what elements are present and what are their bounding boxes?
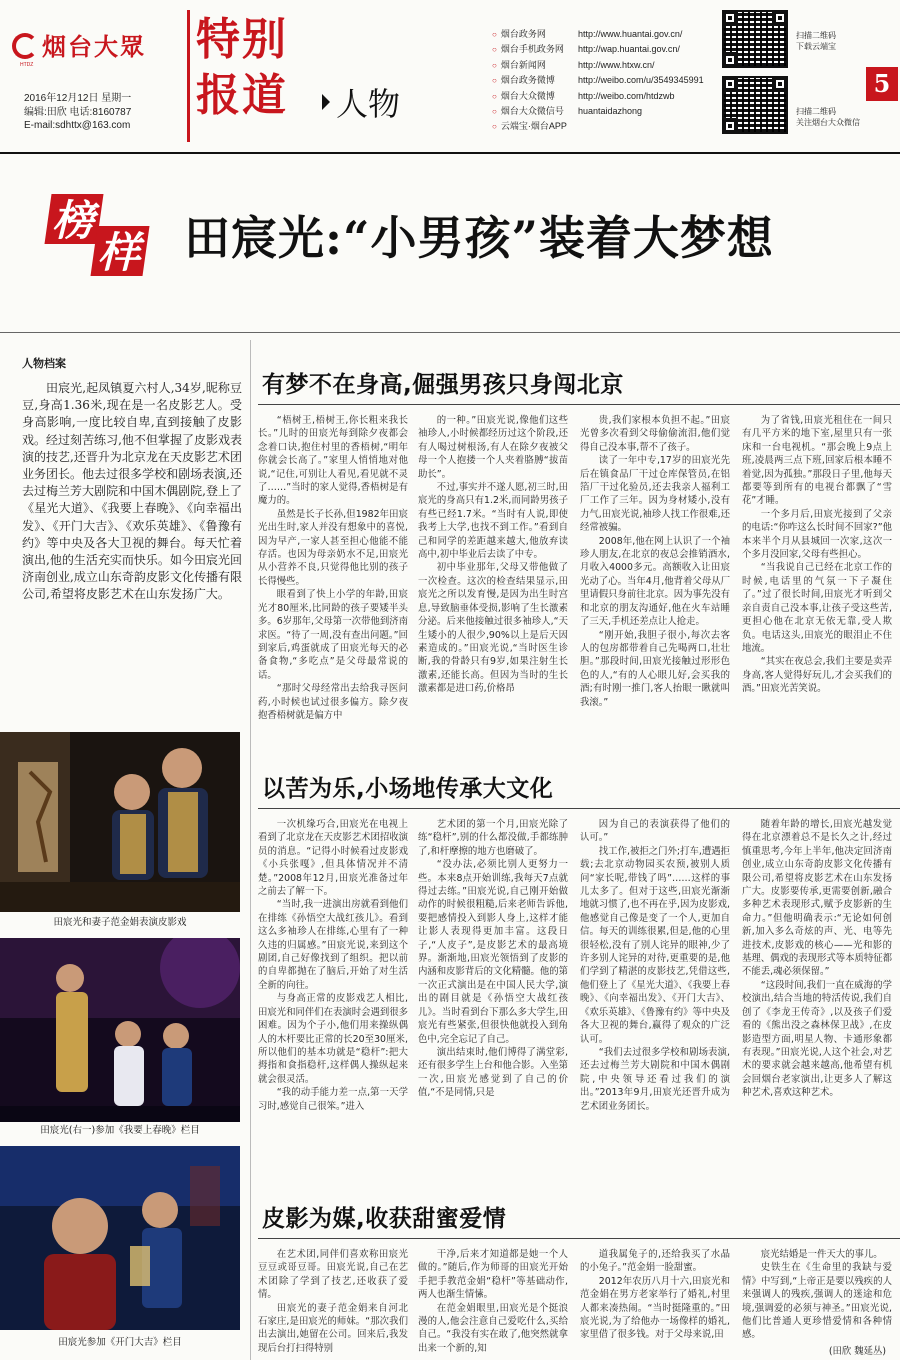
article-paragraph: 虽然是长子长孙,但1982年田宸光出生时,家人并没有想象中的喜悦,因为早产,一家人甚至担心他能不能存活。也因为母亲奶水不足,田宸光从小营养不良,只觉得他比别的孩子长得慢些。 — [258, 508, 408, 587]
section-title — [196, 12, 288, 124]
badge-char-2: 样 — [98, 228, 141, 277]
web-link-url[interactable]: http://www.huantai.gov.cn/ — [578, 29, 683, 39]
article-paragraph: 在范金娟眼里,田宸光是个挺浪漫的人,他会注意自己爱吃什么,买给自己。“我没有实在敢了,他突然就拿出来一个新的,知 — [418, 1302, 568, 1354]
section-rule-1 — [258, 404, 900, 405]
article-paragraph: “我的动手能力差一点,第一天学习时,感觉自己很笨。”进入 — [258, 1087, 408, 1112]
web-link-url[interactable]: huantaidazhong — [578, 106, 643, 117]
section-title-line1: 特别 — [196, 14, 288, 65]
page-headline: 田宸光:“小男孩”装着大梦想 — [184, 211, 774, 265]
masthead — [0, 0, 900, 155]
profile-label: 人物档案 — [22, 357, 66, 370]
headline-rule — [0, 332, 900, 333]
logo-text: 烟台大眾 — [42, 32, 146, 61]
article-paragraph: “没办法,必须比别人更努力一些。本来8点开始训练,我每天7点就得过去练。”田宸光说,自己刚开始做动作的时候很粗糙,后来老师告诉他,要把感情投入到影人身上,这样才能让影人表现得更加丰富。这段日子,“人皮子”,是皮影艺术的最高境界。渐渐地,田宸光领悟到了皮影的内涵和皮影背后的文化精髓。他的第一次正式演出是在中国人民大学,演出的剧目就是《孙悟空大战红孩儿》。当时看到台下那么多大学生,田宸光有些紧张,但很快他就投入到角色中,完全忘记了自己。 — [418, 859, 568, 1045]
qr-wechat-label: 扫描二维码 关注烟台大众微信 — [796, 107, 860, 127]
role-model-badge — [42, 190, 154, 280]
photo-caption-1: 田宸光和妻子范金娟表演皮影戏 — [53, 917, 187, 928]
article-paragraph: 贵,我们家根本负担不起。”田宸光曾多次看到父母偷偷流泪,他们觉得自己没本事,帮不了孩子。 — [580, 415, 730, 453]
article-paragraph: “其实在夜总会,我们主要是卖弄身高,客人觉得好玩儿,才会买我们的酒。”田宸光苦笑说。 — [742, 656, 892, 695]
qr-code-icon-app — [722, 10, 788, 68]
article-paragraph: 与身高正常的皮影戏艺人相比,田宸光和同伴们在表演时会遇到很多困难。因为个子小,他们用来操纵偶人的木杆要比正常的长20至30厘米,所以他们的基本功就是“稳杆”:把大拇指和食指稳杆,这样偶人操纵起来就会很灵活。 — [258, 993, 408, 1085]
section-heading-1: 有梦不在身高,倔强男孩只身闯北京 — [262, 372, 624, 398]
column-divider — [250, 340, 251, 1360]
article-paragraph: “当时,我一进演出房就看到他们在排练《孙悟空大战红孩儿》。看到这么多袖珍人在排练,心里有了一种久违的归属感。”田宸光说,来到这个剧团,自己好像找到了组织。把以前的自卑都抛在了脑后,开始了对生活全新的向往。 — [258, 899, 408, 991]
article-paragraph: 找工作,被拒之门外;打车,遭遇拒载;去北京动物园买农预,被别人质问“家长呢,带钱了吗”……这样的事儿太多了。但对于这些,田宸光渐渐地就习惯了,也不再在乎,因为皮影戏,他感觉自己像是变了一个人,更加自信。每天的训练很累,但是,他的心里很轻松,没有了别人诧异的眼神,少了许多别人诧异的对待,更重要的是,他们学到了精湛的皮影技艺,凭借这些,他们登上了《星光大道》、《我要上春晚》、《向幸福出发》、《开门大吉》、《欢乐英雄》、《鲁豫有约》等中央及各大卫视的舞台,赢得了观众的广泛认可。 — [580, 845, 730, 1045]
web-link-url[interactable]: http://wap.huantai.gov.cn/ — [578, 44, 680, 55]
editor-line: 编辑:田欣 电话:8160787 — [24, 106, 132, 118]
web-link-url[interactable]: http://weibo.com/u/3549345991 — [578, 75, 704, 86]
web-link-row — [492, 27, 704, 42]
publication-info — [24, 92, 131, 133]
section-heading-3: 皮影为媒,收获甜蜜爱情 — [262, 1206, 507, 1232]
web-link-row — [492, 104, 704, 119]
web-links-list — [492, 27, 704, 135]
byline: (田欣 魏延丛) — [828, 1346, 886, 1357]
web-link-name: ○ 烟台大众微博 — [492, 89, 578, 104]
article-paragraph: 2012年农历八月十六,田宸光和范金娟在男方老家举行了婚礼,村里人都来凑热闹。“当时挺隆重的。”田宸光说,为了给他办一场像样的婚礼,家里借了很多钱。对于父母来说,田 — [580, 1275, 730, 1341]
article-paragraph: 的一种。”田宸光说,像他们这些袖珍人,小时候都经历过这个阶段,还有人喝过树根汤,有人在除夕夜被父母一个人抱搂一个人夹着胳膊“拔苗助长”。 — [418, 415, 568, 480]
article-paragraph: 一个多月后,田宸光接到了父亲的电话:“你咋这么长时间不回家?”他本来半个月从县城回一次家,这次一个多月没回家,父母有些担心。 — [742, 508, 892, 561]
web-link-name: ○ 烟台新闻网 — [492, 58, 578, 73]
masthead-divider — [187, 10, 190, 142]
article-column — [258, 818, 408, 1186]
photo-spring-gala — [0, 938, 240, 1122]
newspaper-logo — [12, 30, 146, 63]
web-link-row — [492, 73, 704, 88]
page-number: 5 — [866, 67, 898, 101]
section-subtitle: 人物 — [322, 82, 400, 126]
article-column — [258, 414, 408, 744]
web-link-name: ○ 云端宝·烟台APP — [492, 119, 578, 134]
date-line: 2016年12月12日 星期一 — [24, 93, 132, 104]
web-link-row — [492, 89, 704, 104]
logo-subtext: HTDZ — [20, 62, 34, 68]
web-link-name: ○ 烟台手机政务网 — [492, 42, 578, 57]
article-paragraph: 为了省钱,田宸光租住在一间只有几平方米的地下室,屋里只有一张床和一台电视机。“那会晚上9点上班,凌晨两三点下班,回家后根本睡不着觉,因为孤独。”那段日子里,他每天都要等到所有的电视台都飘了“雪花”才睡。 — [742, 415, 892, 507]
article-paragraph: 因为自己的表演获得了他们的认可。” — [580, 819, 730, 844]
article-paragraph: “这段时间,我们一直在威海的学校演出,结合当地的特活传说,我们自创了《李龙王传奇》,以及孩子们爱看的《熊出没之森林保卫战》,在皮影造型方面,明星人物、卡通形象都有表现。”田宸光说,人这个社会,对艺术的要求就会越来越高,他希望有机会回烟台老家演出,让更多人了解这种艺术,喜欢这种艺术。 — [742, 979, 892, 1099]
photo-open-door — [0, 1146, 240, 1330]
article-column — [580, 818, 730, 1186]
web-link-row — [492, 119, 704, 134]
photo-shadow-play — [0, 732, 240, 912]
article-column — [742, 414, 892, 744]
article-paragraph: 一次机缘巧合,田宸光在电视上看到了北京龙在天皮影艺术团招收演员的消息。“记得小时候看过皮影戏《小兵张嘎》,但具体情况并不清楚。”2008年12月,田宸光准备过年之前去了解一下。 — [258, 819, 408, 898]
web-link-row — [492, 42, 704, 57]
article-paragraph: 干净,后来才知道都是她一个人做的。”随后,作为师哥的田宸光开始手把手教范金娟“稳杆”等基础动作,两人也渐生情愫。 — [418, 1249, 568, 1301]
article-paragraph: “刚开始,我胆子很小,每次去客人的包房都带着自己先喝两口,壮壮胆。”那段时间,田宸光接触过形形色色的人,“有的人心眼儿好,会买我的酒;有时刚一推门,客人抬眼一瞅就叫我滚。” — [580, 629, 730, 708]
logo-swirl-icon — [12, 33, 38, 59]
article-paragraph: 宸光结婚是一件天大的事儿。 — [760, 1249, 883, 1260]
section-title-line2: 报道 — [196, 70, 288, 121]
web-link-name: ○ 烟台大众微信号 — [492, 104, 578, 119]
masthead-rule — [0, 152, 900, 154]
section-heading-2: 以苦为乐,小场地传承大文化 — [262, 776, 554, 802]
article-paragraph: 田宸光的妻子范金娟来自河北石家庄,是田宸光的师妹。“那次我们出去演出,她留在公司。回来后,我发现后台打扫得特别 — [258, 1302, 408, 1354]
article-column — [418, 1248, 568, 1360]
article-column — [418, 414, 568, 744]
section-rule-3 — [258, 1238, 900, 1239]
qr-code-icon-wechat — [722, 76, 788, 134]
email-line: E-mail:sdhttx@163.com — [24, 120, 131, 131]
article-paragraph: 初中毕业那年,父母又带他做了一次检查。这次的检查结果显示,田宸光之所以发育慢,是因为出生时宫息,导致脑垂体受损,影响了生长激素分泌。后来他接触过很多袖珍人,“天生矮小的人很少,90%以上是后天因素造成的。”田宸光说,“当时医生诊断,我的骨龄只有9岁,如果注射生长激素,还能长高。但因为当时的生长激素都是进口药,价格昂 — [418, 562, 568, 695]
profile-text: 田宸光,起凤镇夏六村人,34岁,昵称豆豆,身高1.36米,现在是一名皮影艺人。受身高影响,一度比较自卑,直到接触了皮影戏。经过刻苦练习,他不但掌握了皮影戏表演的技艺,还晋升为北京龙在天皮影艺术团业务团长。他去过很多学校和剧场表演,还去过梅兰芳大剧院和中国木偶剧院,登上了《星光大道》、《我要上春晚》、《向幸福出发》、《开门大吉》、《欢乐英雄》、《鲁豫有约》等中央及各大卫视的舞台。每天忙着演出,他的生活充实而快乐。如今田宸光回济南创业,成立山东奇韵皮影文化传播有限公司,希望将皮影艺术在山东发扬广大。 — [22, 381, 242, 602]
article-paragraph: “当我说自己已经在北京工作的时候,电话里的气氛一下子凝住了。”过了很长时间,田宸光才听到父亲自责自己没本事,让孩子受这些苦,更担心他在北京无依无靠,受人欺负。电话这头,田宸光的眼泪止不住地流。 — [742, 562, 892, 654]
photo-caption-3: 田宸光参加《开门大吉》栏目 — [58, 1337, 182, 1348]
article-paragraph: “我们去过很多学校和剧场表演,还去过梅兰芳大剧院和中国木偶剧院,中央领导还看过我们的演出。”2013年9月,田宸光还晋升成为艺术团业务团长。 — [580, 1046, 730, 1112]
article-paragraph: 眼看到了快上小学的年龄,田宸光才80厘米,比同龄的孩子要矮半头多。6岁那年,父母第一次带他到济南求医。“待了一周,没有查出问题。”回到家后,鸡蛋就成了田宸光每天的必备食物,“多吃点”是父母最常说的话。 — [258, 589, 408, 681]
article-paragraph: 史铁生在《生命里的我缺与爱情》中写到,“上帝正是要以残疾的人来强调人的残疾,强调人的迷途和危境,强调爱的必须与神圣。”田宸光说,他们比普通人更珍惜爱情和各种情感。 — [742, 1262, 892, 1341]
article-column — [580, 414, 730, 744]
badge-char-1: 榜 — [52, 196, 95, 245]
web-link-url[interactable]: http://www.htxw.cn/ — [578, 59, 655, 70]
article-paragraph: 道我属兔子的,还给我买了水晶的小兔子。”范金娟一脸甜蜜。 — [580, 1249, 730, 1274]
section-rule-2 — [258, 808, 900, 809]
article-column — [742, 818, 892, 1186]
article-column — [418, 818, 568, 1186]
article-paragraph: 2008年,他在网上认识了一个袖珍人朋友,在北京的夜总会推销酒水,月收入4000多元。高额收入让田宸光动了心。当年4月,他背着父母从厂里请假只身前往北京。因为事先没有和北京的朋友沟通好,他在火车站睡了三天,手机还差点让人抢走。 — [580, 535, 730, 628]
article-paragraph: 不过,事实并不遂人愿,初三时,田宸光的身高只有1.2米,而同龄男孩子有些已经1.7米。“当时有人说,即使我考上大学,也找不到工作。”看到自己和同学的差距越来越大,他放弃读高中,初中毕业后去读了中专。 — [418, 482, 568, 561]
article-paragraph: “梧树王,梧树王,你长粗来我长长。”儿时的田宸光每到除夕夜都会念着口诀,抱住村里的香梧树,“明年你就会长高了。”家里人悄悄地对他说,“记住,可别让人看见,看见就不灵了……”当时的家人觉得,香梧树是有魔力的。 — [258, 415, 408, 507]
web-link-name: ○ 烟台政务网 — [492, 27, 578, 42]
article-paragraph: “那时父母经常出去给我寻医问药,小时候也试过很多偏方。除夕夜抱香梧树就是偏方中 — [258, 683, 408, 721]
article-column — [580, 1248, 730, 1360]
article-paragraph: 读了一年中专,17岁的田宸光先后在镇食品厂干过仓库保管员,在铝箔厂干过化验员,还去我亲人福利工厂工作了三年。因为身材矮小,没有力气,田宸光说,袖珍人找工作很难,还经常被骗。 — [580, 455, 730, 534]
web-link-row — [492, 58, 704, 73]
article-paragraph: 演出结束时,他们博得了满堂彩,还有很多学生上台和他合影。入坐第一次,田宸光感觉到了自己的价值,“不是同情,只是 — [418, 1046, 568, 1099]
qr-app-label: 扫描二维码 下载云端宝 — [796, 31, 836, 51]
photo-caption-2: 田宸光(右一)参加《我要上春晚》栏目 — [40, 1125, 200, 1136]
article-paragraph: 在艺术团,同伴们喜欢称田宸光豆豆或哥豆哥。田宸光说,自己在艺术团除了学到了技艺,还收获了爱情。 — [258, 1249, 408, 1301]
article-paragraph: 艺术团的第一个月,田宸光除了练“稳杆”,别的什么都没做,手都练肿了,和杆摩擦的地方也磨破了。 — [418, 819, 568, 857]
web-link-url[interactable]: http://weibo.com/htdzwb — [578, 90, 675, 101]
web-link-name: ○ 烟台政务微博 — [492, 73, 578, 88]
article-paragraph: 随着年龄的增长,田宸光越发觉得在北京漂着总不是长久之计,经过慎重思考,今年上半年,他决定回济南创业,成立山东奇韵皮影文化传播有限公司,希望将皮影艺术在山东发扬广大。皮影要传承,更需要创新,融合多种艺术表现形式,赋予皮影新的生命力。”但他明确表示:“无论如何创新,加入多么奇炫的声、光、电等先进技术,皮影戏的核心——光和影的基理、偶戏的表现形式等本质特征都不能丢,魂必须保留。” — [742, 819, 892, 978]
article-column — [258, 1248, 408, 1360]
article-column — [742, 1248, 892, 1360]
